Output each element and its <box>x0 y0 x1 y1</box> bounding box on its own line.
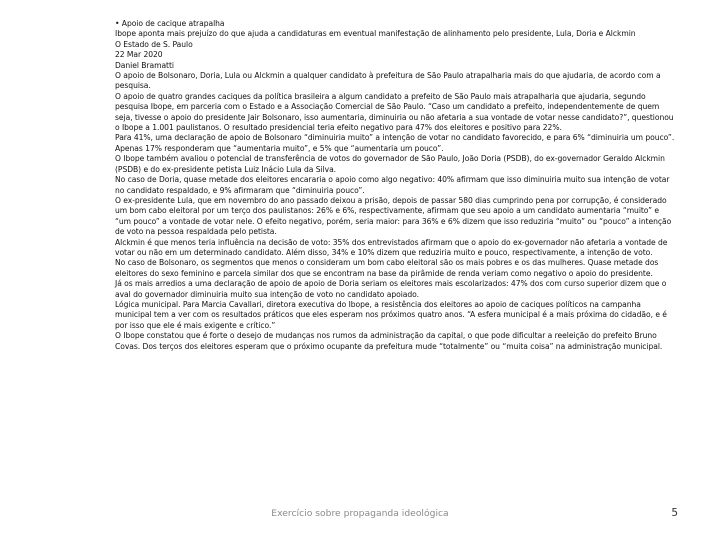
article-paragraph: O Ibope também avaliou o potencial de transferência de votos do governador de São Paulo, João Doria (PSDB), do ex-governador Geraldo Alckmin (PSDB) e do ex-presidente petista Luiz Inácio Lula da Silva. <box>115 154 665 174</box>
article-text <box>115 19 675 352</box>
article-paragraph: No caso de Doria, quase metade dos eleitores encararia o apoio como algo negativo: 40% afirmam que isso diminuiria muito sua intenção de votar no candidato respaldado, e 9% afirmaram que “diminuiria pouco”. <box>115 175 670 195</box>
slide-footer <box>0 508 720 522</box>
article-paragraph: Para 41%, uma declaração de apoio de Bolsonaro “diminuiria muito” a intenção de votar no candidato favorecido, e para 6% “diminuiria um pouco”. Apenas 17% responderam que “aumentaria muito”, e 5% que “aumentaria um pouco”. <box>115 133 675 153</box>
article-paragraph: O ex-presidente Lula, que em novembro do ano passado deixou a prisão, depois de passar 580 dias cumprindo pena por corrupção, é considerado um bom cabo eleitoral por um terço dos paulistanos: 26% e 6%, respectivamente, afirmam que seu apoio a um candidato aumentaria “muito” e “um pouco” a vontade de votar nele. O efeito negativo, porém, seria maior: para 36% e 6% dizem que isso reduziria “muito” ou “pouco” a intenção de voto na pessoa respaldada pelo petista. <box>115 195 672 237</box>
footer-title: Exercício sobre propaganda ideológica <box>271 508 449 519</box>
article-paragraph: O Ibope constatou que é forte o desejo de mudanças nos rumos da administração da capital, o que pode dificultar a reeleição do prefeito Bruno Covas. Dos terços dos eleitores esperam que o próximo ocupante da prefeitura mude “totalmente” ou “muita coisa” na administração municipal. <box>115 331 663 351</box>
article-author: Daniel Bramatti <box>115 60 174 70</box>
article-heading: • Apoio de cacique atrapalha <box>115 19 225 28</box>
article-paragraph: O apoio de Bolsonaro, Doria, Lula ou Alckmin a qualquer candidato à prefeitura de São Paulo atrapalharia mais do que ajudaria, de acordo com a pesquisa. <box>115 71 661 91</box>
article-date: 22 Mar 2020 <box>115 50 163 60</box>
article-paragraph: Lógica municipal. Para Marcia Cavallari, diretora executiva do Ibope, a resistência dos eleitores ao apoio de caciques políticos na campanha municipal tem a ver com os resultados práticos que eles esperam nos próximos quatro anos. “A esfera municipal é a mais próxima do cidadão, e é por isso que ele é mais exigente e crítico.” <box>115 299 667 330</box>
article-paragraph: Já os mais arredios a uma declaração de apoio de apoio de Doria seriam os eleitores mais escolarizados: 47% dos com curso superior dizem que o aval do governador diminuiria muito sua intenção de voto no candidato apoiado. <box>115 279 667 299</box>
page-number: 5 <box>671 507 678 519</box>
article-paragraph: Alckmin é que menos teria influência na decisão de voto: 35% dos entrevistados afirmam que o apoio do ex-governador não afetaria a vontade de votar ou não em um determinado candidato. Além disso, 34% e 10% dizem que reduziria muito e pouco, respectivamente, a intenção de voto. <box>115 237 668 257</box>
article-source: O Estado de S. Paulo <box>115 39 193 49</box>
article-paragraph: No caso de Bolsonaro, os segmentos que menos o consideram um bom cabo eleitoral são os mais pobres e os das mulheres. Quase metade dos eleitores do sexo feminino e parcela similar dos que se encontram na base da pirâmide de renda veriam como negativo o apoio do presidente. <box>115 258 659 278</box>
article-paragraph: O apoio de quatro grandes caciques da política brasileira a algum candidato a prefeito de São Paulo mais atrapalharia que ajudaria, segundo pesquisa Ibope, em parceria com o Estado e a Associação Comercial de São Paulo. “Caso um candidato a prefeito, independentemente de quem seja, tivesse o apoio do presidente Jair Bolsonaro, isso aumentaria, diminuiria ou não afetaria a sua vontade de votar nesse candidato?”, questionou o Ibope a 1.001 paulistanos. O resultado presidencial teria efeito negativo para 47% dos eleitores e positivo para 22%. <box>115 91 674 133</box>
article-subtitle: Ibope aponta mais prejuízo do que ajuda a candidaturas em eventual manifestação de alinhamento pelo presidente, Lula, Doria e Alckmin <box>115 29 636 39</box>
